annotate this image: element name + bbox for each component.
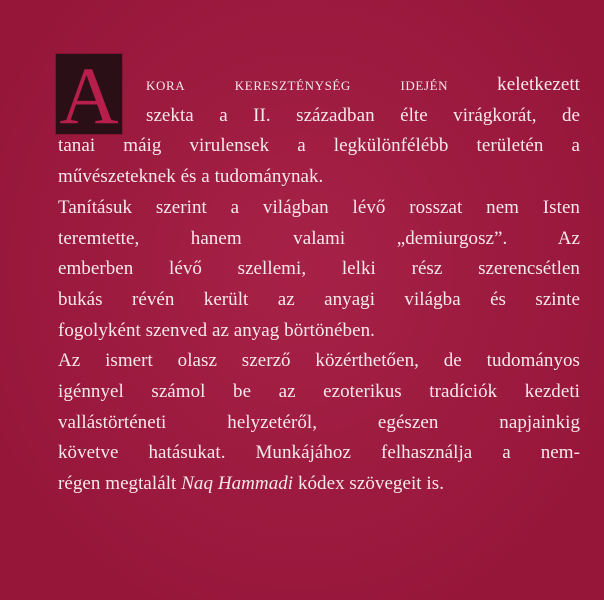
- paragraph2-line4: bukás révén került az anyagi világba és szinte: [58, 288, 580, 310]
- paragraph3-line5: [58, 469, 580, 500]
- paragraph3-line1: Az ismert olasz szerző közérthetően, de tudományos: [58, 350, 580, 372]
- book-title-italic: Naq Hammadi: [181, 473, 294, 495]
- dropcap-letter: A: [59, 50, 119, 141]
- blurb-text: [58, 70, 580, 500]
- paragraph1-line4: művészeteknek és a tudománynak.: [58, 166, 324, 188]
- paragraph3-line4: követve hatásukat. Munkájához felhasználja a nem-: [58, 442, 580, 464]
- paragraph3-line5-before: régen megtalált: [58, 473, 177, 495]
- paragraph2-line2: teremtette, hanem valami „demiurgosz”. Az: [58, 227, 580, 249]
- paragraph2-line1: Tanításuk szerint a világban lévő rosszat nem Isten: [58, 196, 580, 218]
- paragraph2-line5: fogolyként szenved az anyag börtönében.: [58, 319, 375, 341]
- paragraph1-smallcaps: kora kereszténység idején: [146, 74, 449, 95]
- paragraph1-line1-rest: keletkezett: [497, 74, 580, 95]
- paragraph1-line3: tanai máig virulensek a legkülönfélébb területén a: [58, 135, 580, 157]
- paragraph1-line2: szekta a II. században élte virágkorát, de: [146, 104, 580, 126]
- paragraph2-line3: emberben lévő szellemi, lelki rész szerencsétlen: [58, 258, 580, 280]
- paragraph3-line3: vallástörténeti helyzetéről, egészen napjainkig: [58, 411, 580, 433]
- paragraph1-line1: [58, 70, 580, 101]
- paragraph3-line5-after: kódex szövegeit is.: [297, 473, 444, 495]
- paragraph3-line2: igénnyel számol be az ezoterikus tradíciók kezdeti: [58, 381, 580, 403]
